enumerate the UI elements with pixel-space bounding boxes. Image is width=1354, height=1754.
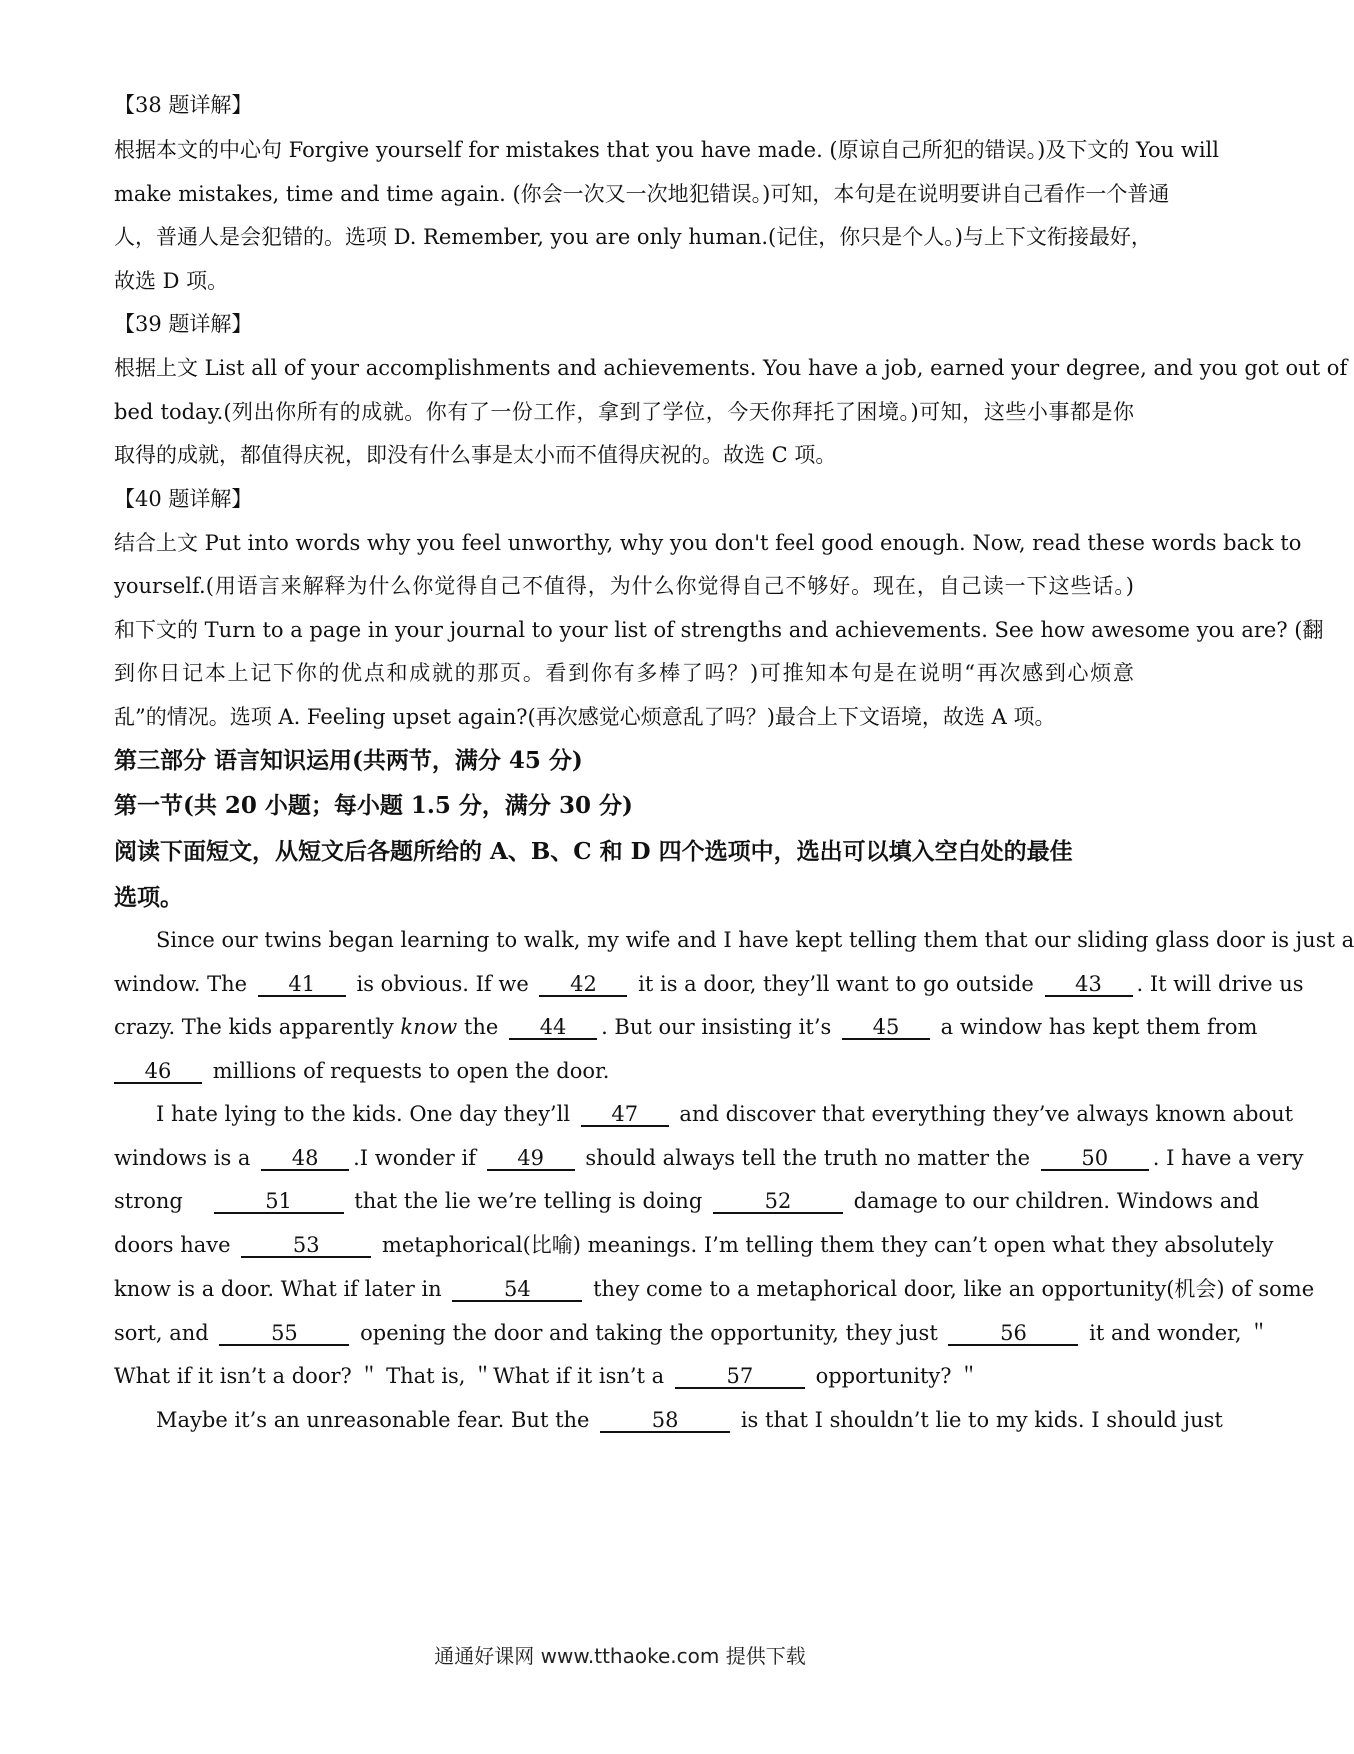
text-span: opportunity? ＂	[815, 1364, 980, 1388]
text-span: Maybe it’s an unreasonable fear. But the	[156, 1408, 590, 1432]
explanation-q39-line3: 取得的成就，都值得庆祝，即没有什么事是太小而不值得庆祝的。故选 C 项。	[114, 443, 837, 467]
text-span: . But our insisting it’s	[601, 1015, 832, 1039]
explanation-q40-line2: yourself.(用语言来解释为什么你觉得自己不值得，为什么你觉得自己不够好。现在，自己读一下这些话。)	[114, 574, 1134, 598]
blank-54: 54	[452, 1278, 582, 1302]
explanation-q39-line2: bed today.(列出你所有的成就。你有了一份工作，拿到了学位，今天你拜托了困境。)可知，这些小事都是你	[114, 400, 1134, 424]
blank-42: 42	[539, 973, 627, 997]
blank-47: 47	[581, 1103, 669, 1127]
passage-p2-line3	[114, 1186, 1260, 1216]
text-span: What if it isn’t a door? ＂ That is, ＂What if it isn’t a	[114, 1364, 665, 1388]
explanation-q40-line5: 乱”的情况。选项 A. Feeling upset again?(再次感觉心烦意乱了吗？)最合上下文语境，故选 A 项。	[114, 705, 1056, 729]
explanation-q40-line1: 结合上文 Put into words why you feel unworthy, why you don't feel good enough. Now, read these words back to	[114, 531, 1302, 555]
text-span: damage to our children. Windows and	[853, 1189, 1260, 1213]
explanation-q40-line3: 和下文的 Turn to a page in your journal to your list of strengths and achievements. See how awesome you are? (翻	[114, 618, 1324, 642]
blank-45: 45	[842, 1016, 930, 1040]
text-span: a window has kept them from	[940, 1015, 1258, 1039]
blank-58: 58	[600, 1409, 730, 1433]
blank-57: 57	[675, 1365, 805, 1389]
passage-p3-line1	[156, 1405, 1223, 1435]
passage-p2-line7	[114, 1361, 1134, 1391]
text-span: . I have a very	[1152, 1146, 1304, 1170]
blank-43: 43	[1045, 973, 1133, 997]
text-span: sort, and	[114, 1321, 209, 1345]
blank-41: 41	[258, 973, 346, 997]
blank-56: 56	[948, 1322, 1078, 1346]
text-span: millions of requests to open the door.	[212, 1059, 610, 1083]
blank-48: 48	[261, 1147, 349, 1171]
blank-44: 44	[509, 1016, 597, 1040]
text-span: is obvious. If we	[356, 972, 529, 996]
text-span: opening the door and taking the opportunity, they just	[360, 1321, 938, 1345]
explanation-q38-line2: make mistakes, time and time again. (你会一次又一次地犯错误。)可知，本句是在说明要讲自己看作一个普通	[114, 182, 1170, 206]
text-span: should always tell the truth no matter the	[585, 1146, 1031, 1170]
text-span: it is a door, they’ll want to go outside	[638, 972, 1034, 996]
text-span: doors have	[114, 1233, 231, 1257]
blank-46: 46	[114, 1060, 202, 1084]
subsection-title: 第一节(共 20 小题；每小题 1.5 分，满分 30 分)	[114, 792, 633, 819]
text-span: strong	[114, 1189, 183, 1213]
text-span: window. The	[114, 972, 248, 996]
text-span: know is a door. What if later in	[114, 1277, 442, 1301]
blank-55: 55	[219, 1322, 349, 1346]
blank-50: 50	[1041, 1147, 1149, 1171]
passage-p2-line4	[114, 1230, 1274, 1260]
text-span: that the lie we’re telling is doing	[354, 1189, 703, 1213]
passage-p2-line5	[114, 1274, 1315, 1304]
italic-word: know	[400, 1015, 458, 1039]
text-span: . It will drive us	[1136, 972, 1304, 996]
passage-p2-line6	[114, 1318, 1270, 1348]
part-title: 第三部分 语言知识运用(共两节，满分 45 分)	[114, 747, 583, 774]
passage-p1-line3	[114, 1012, 1258, 1042]
heading-q40: 【40 题详解】	[114, 487, 253, 511]
instruction-line1: 阅读下面短文，从短文后各题所给的 A、B、C 和 D 四个选项中，选出可以填入空白处的最佳	[114, 838, 1073, 865]
passage-p1-line1: Since our twins began learning to walk, my wife and I have kept telling them that our sliding glass door is just a	[156, 928, 1354, 952]
blank-52: 52	[713, 1190, 843, 1214]
explanation-q38-line1: 根据本文的中心句 Forgive yourself for mistakes that you have made. (原谅自己所犯的错误。)及下文的 You will	[114, 138, 1219, 162]
passage-p2-line2	[114, 1143, 1304, 1173]
instruction-line2: 选项。	[114, 884, 183, 911]
text-span: windows is a	[114, 1146, 251, 1170]
explanation-q39-line1: 根据上文 List all of your accomplishments and achievements. You have a job, earned your degree, and you got out of	[114, 356, 1348, 380]
blank-53: 53	[241, 1234, 371, 1258]
heading-q38: 【38 题详解】	[114, 93, 253, 117]
blank-49: 49	[487, 1147, 575, 1171]
passage-p2-line1	[156, 1099, 1294, 1129]
text-span: is that I shouldn’t lie to my kids. I should just	[740, 1408, 1223, 1432]
text-span: and discover that everything they’ve always known about	[679, 1102, 1294, 1126]
blank-51: 51	[214, 1190, 344, 1214]
heading-q39: 【39 题详解】	[114, 312, 253, 336]
text-span: metaphorical(比喻) meanings. I’m telling them they can’t open what they absolutely	[381, 1233, 1274, 1257]
page-footer: 通通好课网 www.tthaoke.com 提供下载	[434, 1644, 806, 1668]
text-span: crazy. The kids apparently	[114, 1015, 394, 1039]
text-span: it and wonder, ＂	[1089, 1321, 1270, 1345]
explanation-q38-line3: 人，普通人是会犯错的。选项 D. Remember, you are only human.(记住，你只是个人。)与上下文衔接最好，	[114, 225, 1152, 249]
text-span: .I wonder if	[353, 1146, 476, 1170]
text-span: they come to a metaphorical door, like an opportunity(机会) of some	[593, 1277, 1315, 1301]
explanation-q40-line4: 到你日记本上记下你的优点和成就的那页。看到你有多棒了吗？)可推知本句是在说明“再次感到心烦意	[114, 661, 1134, 685]
passage-p1-line4	[114, 1056, 1134, 1086]
explanation-q38-line4: 故选 D 项。	[114, 269, 229, 293]
text-span: the	[463, 1015, 499, 1039]
passage-p1-line2	[114, 969, 1304, 999]
text-span: I hate lying to the kids. One day they’ll	[156, 1102, 571, 1126]
